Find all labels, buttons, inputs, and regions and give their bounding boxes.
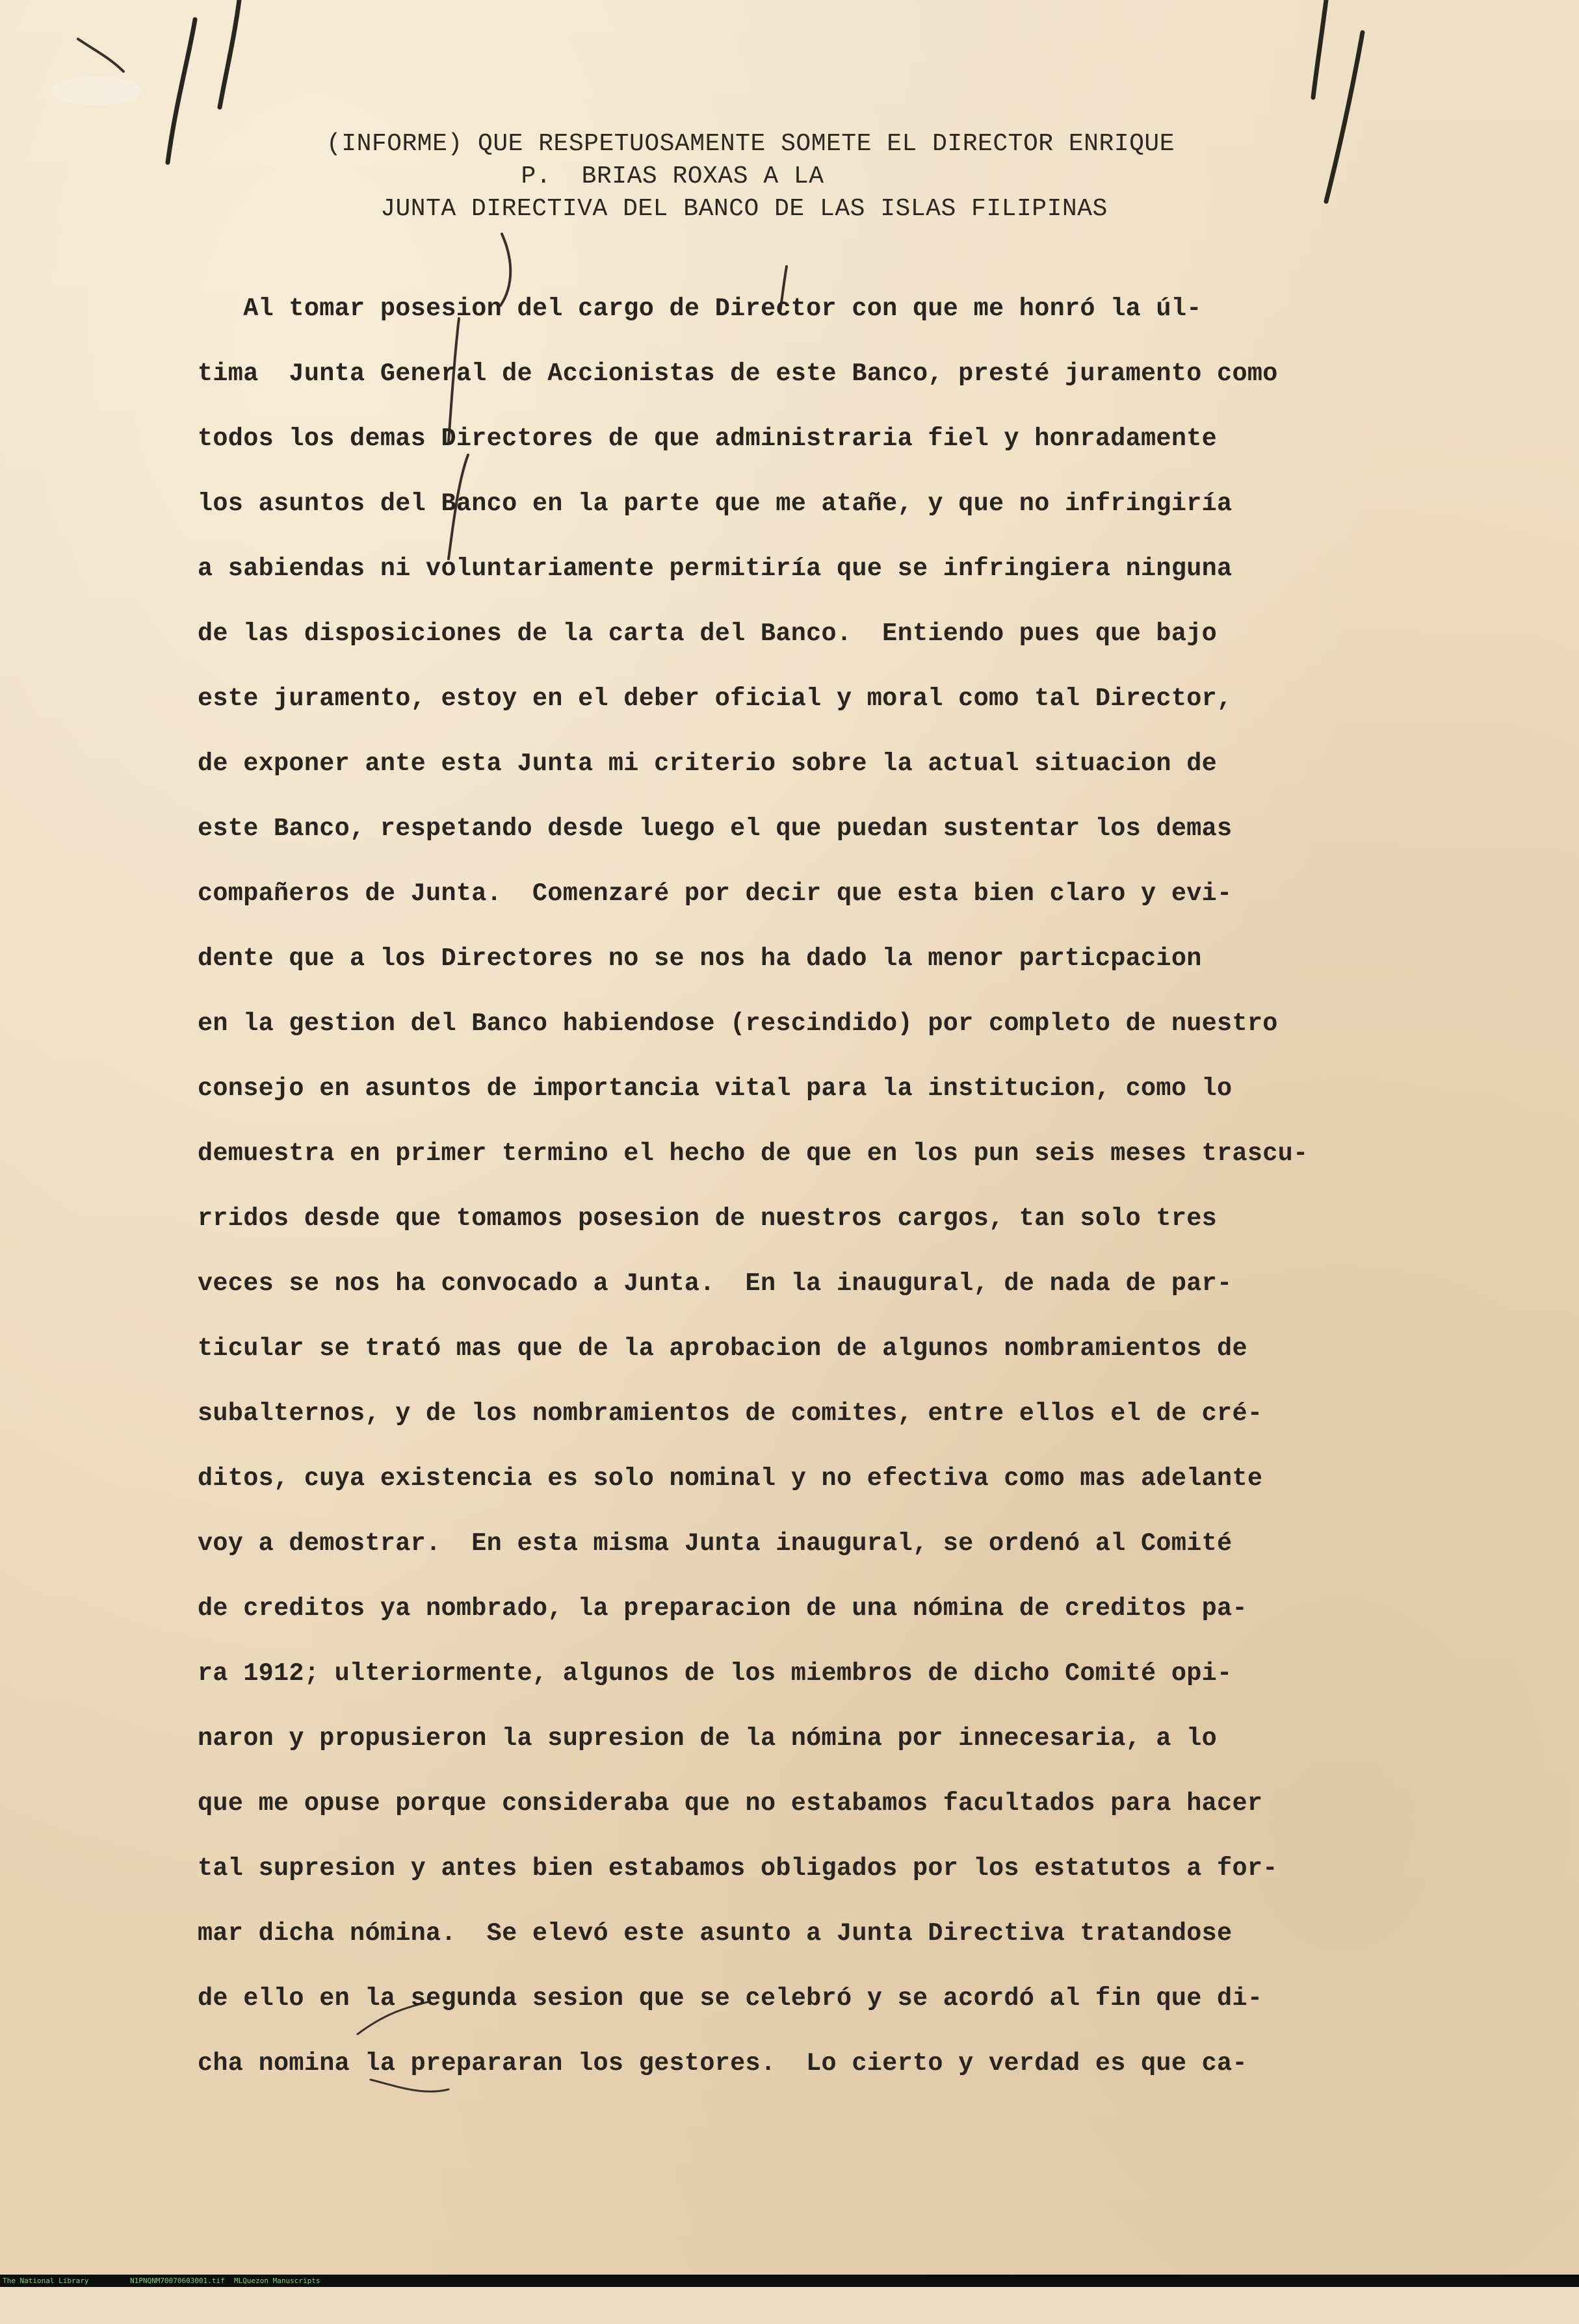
body-text-line: mar dicha nómina. Se elevó este asunto a Junta Directiva tratandose	[198, 1919, 1233, 1948]
body-text-line: Al tomar posesion del cargo de Director con que me honró la úl-	[198, 294, 1202, 323]
body-text-line: este Banco, respetando desde luego el que puedan sustentar los demas	[198, 814, 1233, 843]
footer-collection: MLQuezon Manuscripts	[234, 2277, 320, 2285]
document-title-line: (INFORME) QUE RESPETUOSAMENTE SOMETE EL DIRECTOR ENRIQUE	[326, 130, 1175, 158]
body-text-line: de las disposiciones de la carta del Banco. Entiendo pues que bajo	[198, 619, 1218, 648]
body-text-line: en la gestion del Banco habiendose (rescindido) por completo de nuestro	[198, 1009, 1278, 1038]
scan-footer-bar	[0, 2275, 1579, 2287]
body-text-line: cha nomina la prepararan los gestores. Lo cierto y verdad es que ca-	[198, 2049, 1247, 2078]
body-text-line: los asuntos del Banco en la parte que me atañe, y que no infringiría	[198, 489, 1233, 518]
body-text-line: consejo en asuntos de importancia vital para la institucion, como lo	[198, 1074, 1233, 1103]
body-text-line: ticular se trató mas que de la aprobacion de algunos nombramientos de	[198, 1334, 1247, 1363]
document-title-line: P. BRIAS ROXAS A LA	[521, 162, 824, 190]
body-text-line: este juramento, estoy en el deber oficial y moral como tal Director,	[198, 684, 1233, 713]
footer-library: The National Library	[3, 2277, 89, 2285]
document-title-line: JUNTA DIRECTIVA DEL BANCO DE LAS ISLAS FILIPINAS	[380, 195, 1108, 223]
body-text-line: que me opuse porque consideraba que no estabamos facultados para hacer	[198, 1789, 1263, 1818]
body-text-line: compañeros de Junta. Comenzaré por decir que esta bien claro y evi-	[198, 879, 1233, 908]
body-text-line: todos los demas Directores de que administraria fiel y honradamente	[198, 424, 1218, 453]
body-text-line: veces se nos ha convocado a Junta. En la inaugural, de nada de par-	[198, 1269, 1233, 1298]
body-text-line: subalternos, y de los nombramientos de comites, entre ellos el de cré-	[198, 1399, 1263, 1428]
body-text-line: naron y propusieron la supresion de la nómina por innecesaria, a lo	[198, 1724, 1218, 1753]
body-text-line: a sabiendas ni voluntariamente permitiría que se infringiera ninguna	[198, 554, 1233, 583]
body-text-line: tima Junta General de Accionistas de este Banco, presté juramento como	[198, 359, 1278, 388]
body-text-line: de creditos ya nombrado, la preparacion de una nómina de creditos pa-	[198, 1594, 1247, 1623]
body-text-line: ditos, cuya existencia es solo nominal y no efectiva como mas adelante	[198, 1464, 1263, 1493]
body-text-line: demuestra en primer termino el hecho de que en los pun seis meses trascu-	[198, 1139, 1309, 1168]
body-text-line: voy a demostrar. En esta misma Junta inaugural, se ordenó al Comité	[198, 1529, 1233, 1558]
body-text-line: dente que a los Directores no se nos ha dado la menor particpacion	[198, 944, 1202, 973]
body-text-line: rridos desde que tomamos posesion de nuestros cargos, tan solo tres	[198, 1204, 1218, 1233]
body-text-line: tal supresion y antes bien estabamos obligados por los estatutos a for-	[198, 1854, 1278, 1883]
body-text-line: de exponer ante esta Junta mi criterio sobre la actual situacion de	[198, 749, 1218, 778]
footer-file-id: N1PNQNM70070603001.tif	[130, 2277, 225, 2285]
tape-residue	[52, 77, 143, 105]
body-text-line: de ello en la segunda sesion que se celebró y se acordó al fin que di-	[198, 1984, 1263, 2013]
body-text-line: ra 1912; ulteriormente, algunos de los miembros de dicho Comité opi-	[198, 1659, 1233, 1688]
